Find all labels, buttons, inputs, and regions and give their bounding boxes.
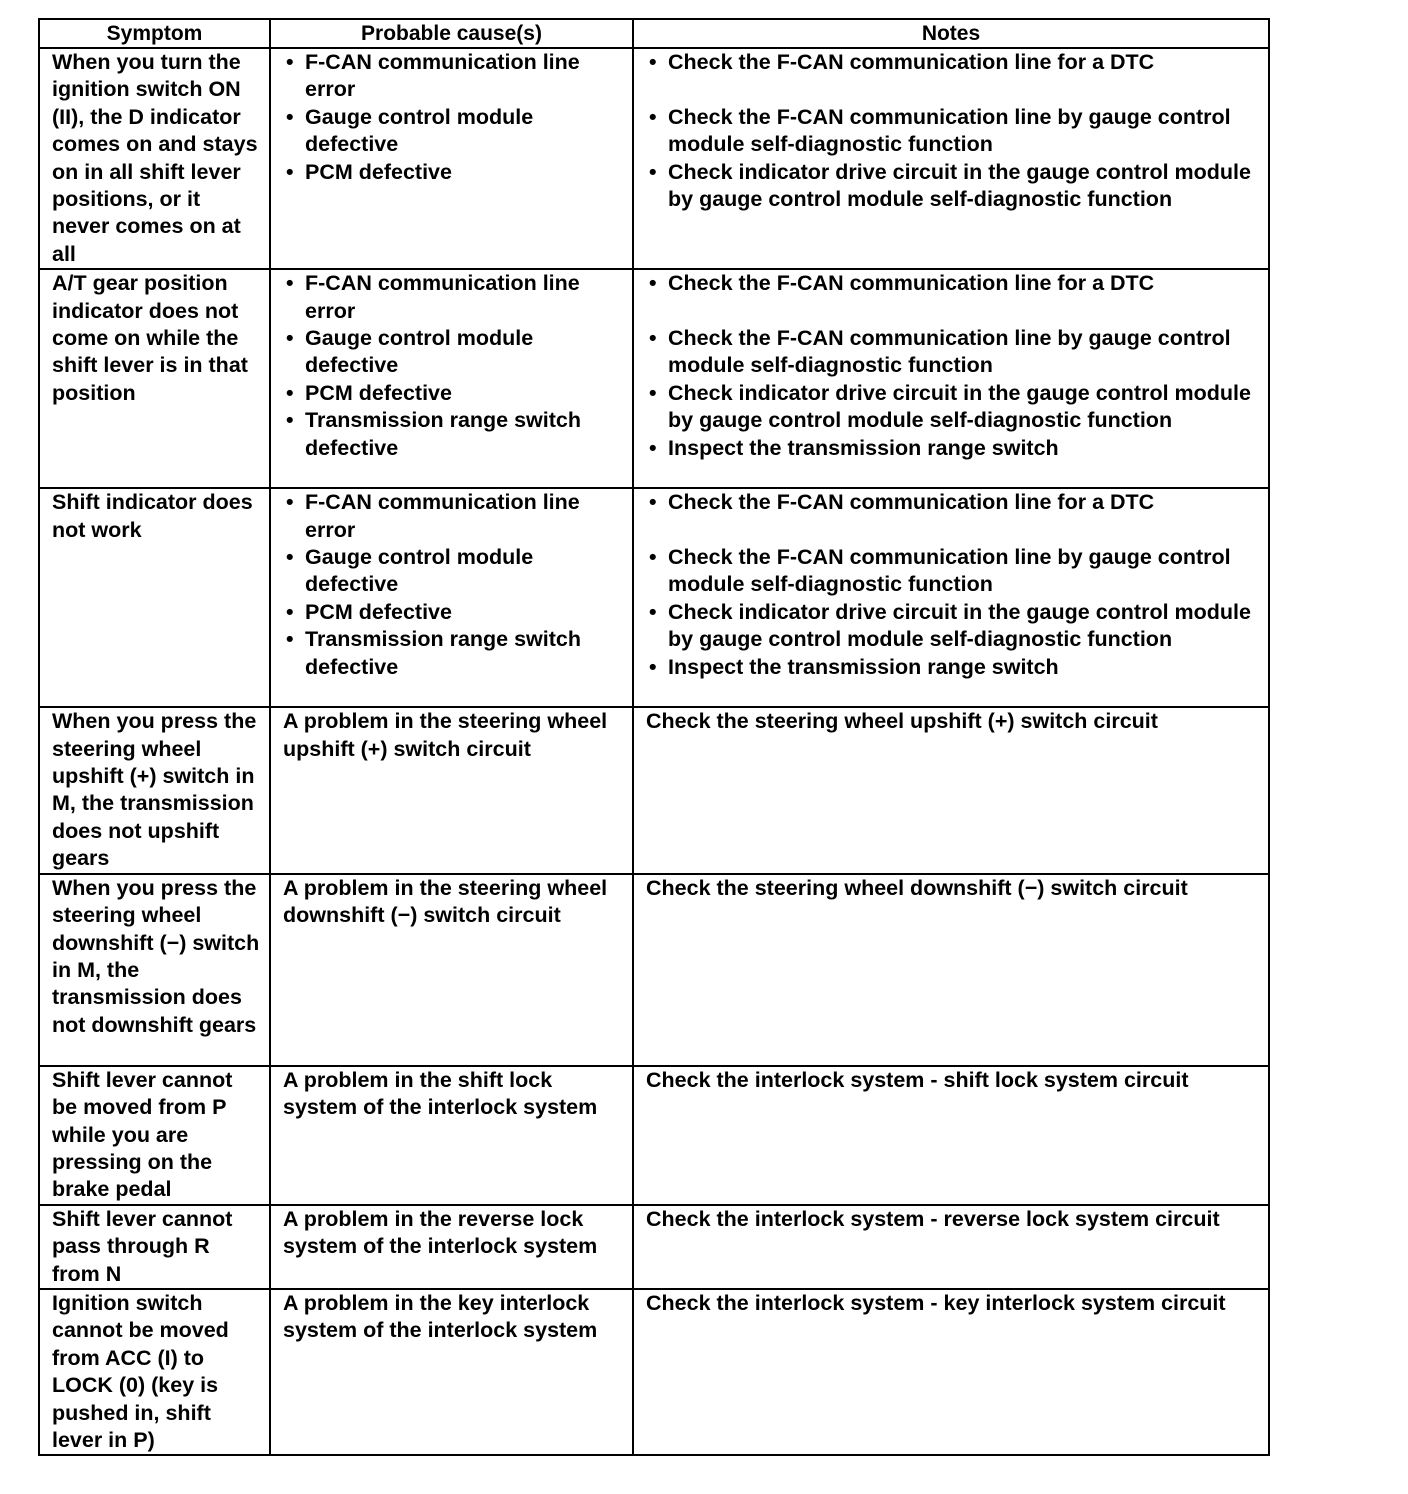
cause-item: • F-CAN communication line error (283, 489, 624, 544)
symptom-cell: Shift indicator does not work (39, 488, 270, 707)
notes-cell (633, 488, 1269, 707)
causes-list (283, 270, 624, 462)
header-notes: Notes (633, 19, 1269, 48)
table-row (39, 707, 1269, 873)
header-probable-causes: Probable cause(s) (270, 19, 633, 48)
notes-list (646, 270, 1260, 462)
causes-cell (270, 269, 633, 488)
causes-cell: A problem in the key interlock system of the interlock system (270, 1289, 633, 1455)
causes-cell: A problem in the shift lock system of the interlock system (270, 1066, 633, 1205)
cause-item: • F-CAN communication line error (283, 270, 624, 325)
note-item: • Check indicator drive circuit in the gauge control module by gauge control module self-diagnostic function (646, 599, 1260, 654)
table-row (39, 48, 1269, 269)
notes-cell (633, 269, 1269, 488)
table-row (39, 1205, 1269, 1289)
cause-item: • Gauge control module defective (283, 544, 624, 599)
symptom-troubleshooting-table (38, 18, 1270, 1456)
cause-item: • F-CAN communication line error (283, 49, 624, 104)
notes-cell: Check the interlock system - reverse lock system circuit (633, 1205, 1269, 1289)
cause-item: • Transmission range switch defective (283, 407, 624, 462)
header-symptom: Symptom (39, 19, 270, 48)
symptom-cell: A/T gear position indicator does not come on while the shift lever is in that position (39, 269, 270, 488)
note-item: • Check the F-CAN communication line for a DTC (646, 49, 1260, 76)
symptom-cell: When you press the steering wheel upshift (+) switch in M, the transmission does not upshift gears (39, 707, 270, 873)
cause-item: • Gauge control module defective (283, 104, 624, 159)
note-item: • Check the F-CAN communication line by gauge control module self-diagnostic function (646, 104, 1260, 159)
causes-cell (270, 48, 633, 269)
notes-cell: Check the interlock system - key interlock system circuit (633, 1289, 1269, 1455)
causes-list (283, 489, 624, 681)
table-header-row (39, 19, 1269, 48)
notes-cell: Check the steering wheel upshift (+) switch circuit (633, 707, 1269, 873)
cause-item: • PCM defective (283, 599, 624, 626)
cause-item: • PCM defective (283, 159, 624, 186)
causes-cell: A problem in the steering wheel upshift (+) switch circuit (270, 707, 633, 873)
note-item: • Inspect the transmission range switch (646, 654, 1260, 681)
table-row (39, 1289, 1269, 1455)
note-item: • Check indicator drive circuit in the gauge control module by gauge control module self-diagnostic function (646, 159, 1260, 214)
table-row (39, 1066, 1269, 1205)
notes-cell: Check the interlock system - shift lock system circuit (633, 1066, 1269, 1205)
table-row (39, 874, 1269, 1066)
troubleshooting-sheet (38, 18, 1268, 1456)
table-row (39, 269, 1269, 488)
cause-item: • PCM defective (283, 380, 624, 407)
notes-cell: Check the steering wheel downshift (−) switch circuit (633, 874, 1269, 1066)
notes-cell (633, 48, 1269, 269)
note-item: • Check the F-CAN communication line by gauge control module self-diagnostic function (646, 544, 1260, 599)
cause-item: • Gauge control module defective (283, 325, 624, 380)
symptom-cell: Shift lever cannot be moved from P while you are pressing on the brake pedal (39, 1066, 270, 1205)
causes-cell: A problem in the reverse lock system of the interlock system (270, 1205, 633, 1289)
symptom-cell: When you press the steering wheel downshift (−) switch in M, the transmission does not downshift gears (39, 874, 270, 1066)
note-item: • Check the F-CAN communication line for a DTC (646, 489, 1260, 516)
table-row (39, 488, 1269, 707)
symptom-cell: Ignition switch cannot be moved from ACC (I) to LOCK (0) (key is pushed in, shift lever in P) (39, 1289, 270, 1455)
causes-list (283, 49, 624, 186)
note-item: • Inspect the transmission range switch (646, 435, 1260, 462)
notes-list (646, 49, 1260, 213)
note-item: • Check the F-CAN communication line by gauge control module self-diagnostic function (646, 325, 1260, 380)
symptom-cell: Shift lever cannot pass through R from N (39, 1205, 270, 1289)
symptom-cell: When you turn the ignition switch ON (II), the D indicator comes on and stays on in all shift lever positions, or it never comes on at all (39, 48, 270, 269)
notes-list (646, 489, 1260, 681)
cause-item: • Transmission range switch defective (283, 626, 624, 681)
note-item: • Check the F-CAN communication line for a DTC (646, 270, 1260, 297)
causes-cell: A problem in the steering wheel downshift (−) switch circuit (270, 874, 633, 1066)
causes-cell (270, 488, 633, 707)
note-item: • Check indicator drive circuit in the gauge control module by gauge control module self-diagnostic function (646, 380, 1260, 435)
